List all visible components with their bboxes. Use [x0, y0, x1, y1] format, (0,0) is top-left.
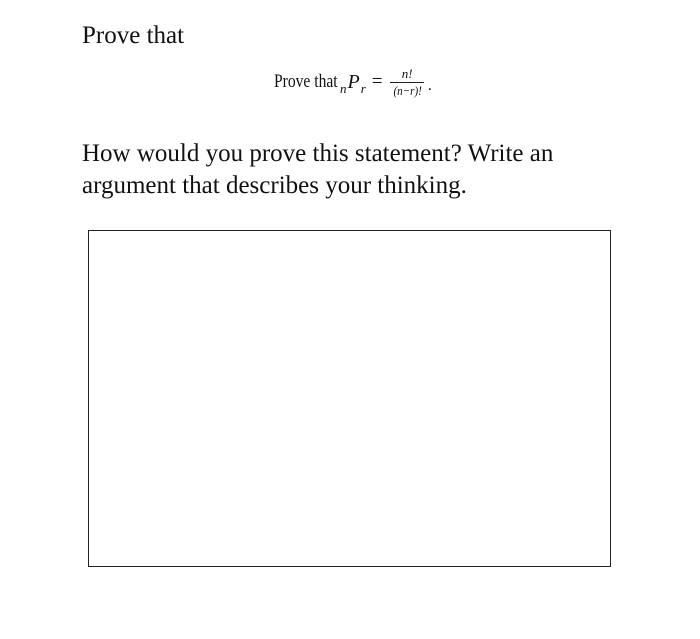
factorial-fraction	[389, 66, 426, 99]
answer-text-box[interactable]	[88, 230, 611, 567]
permutation-symbol	[340, 71, 366, 94]
prompt-heading: Prove that	[82, 22, 185, 49]
fraction-numerator: n!	[401, 65, 413, 81]
permutation-post-subscript: r	[360, 80, 366, 96]
permutation-formula	[274, 60, 432, 104]
permutation-pre-subscript: n	[340, 80, 347, 96]
permutation-letter: P	[347, 70, 360, 93]
fraction-denominator: (n−r)!	[392, 82, 422, 98]
formula-lead-text: Prove that	[274, 71, 338, 92]
equals-sign: =	[371, 71, 383, 92]
question-text: How would you prove this statement? Write an argument that describes your thinking.	[82, 140, 554, 199]
formula-period: .	[427, 77, 432, 94]
